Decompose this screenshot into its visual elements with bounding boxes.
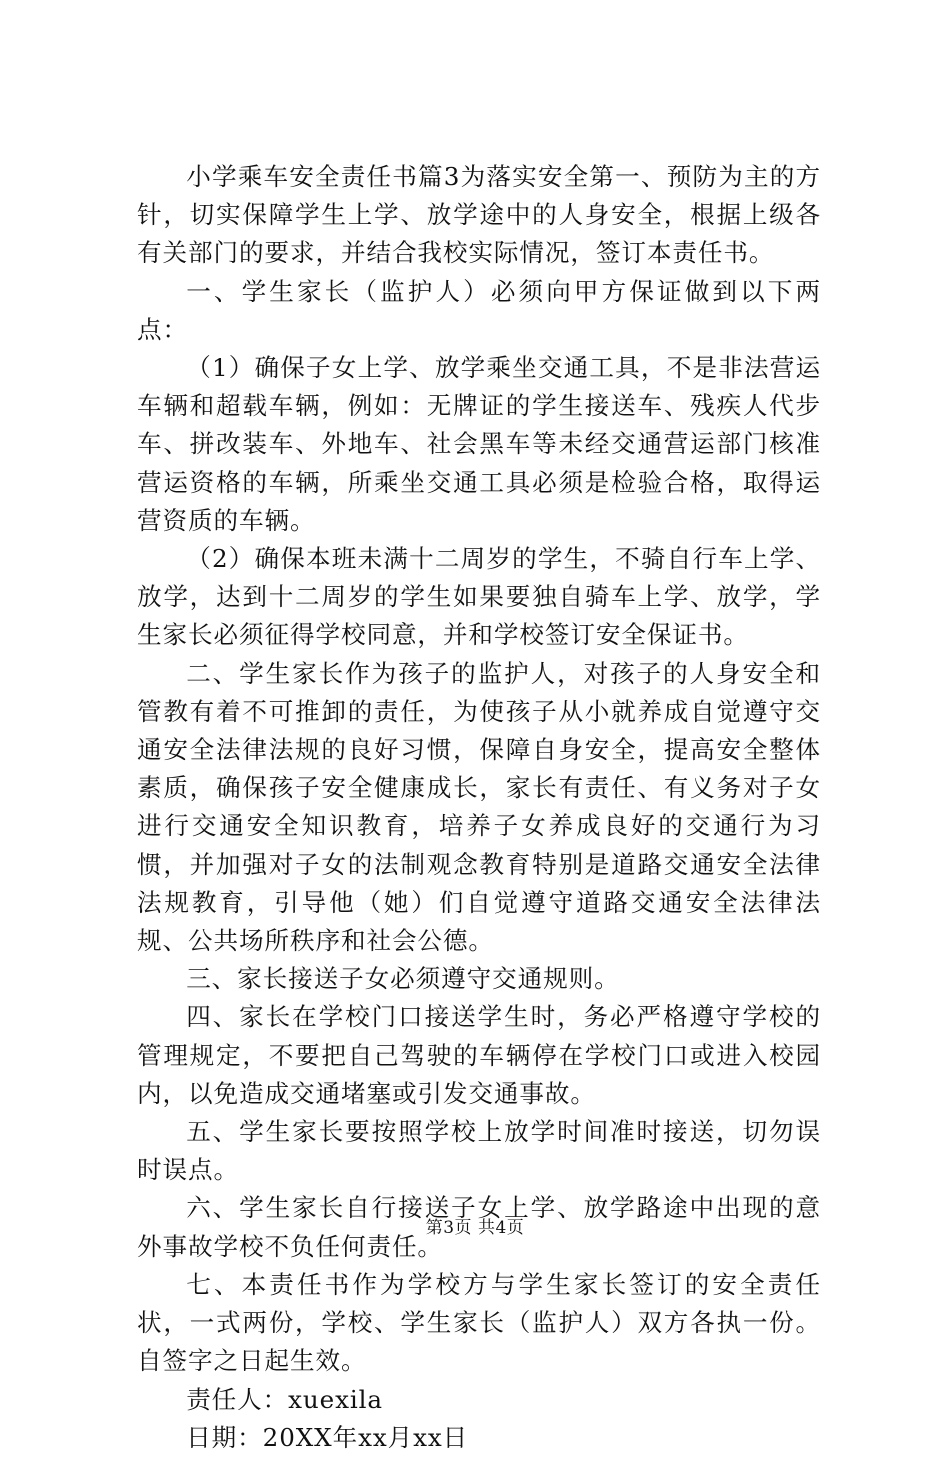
paragraph-section-6: 六、学生家长自行接送子女上学、放学路途中出现的意外事故学校不负任何责任。: [137, 1193, 821, 1261]
paragraph-section-5: 五、学生家长要按照学校上放学时间准时接送，切勿误时误点。: [137, 1117, 821, 1185]
document-body: [137, 158, 821, 1457]
signing-date: 日期：20XX年xx月xx日: [186, 1422, 469, 1452]
paragraph-section-2: 二、学生家长作为孩子的监护人，对孩子的人身安全和管教有着不可推卸的责任，为使孩子从小就养成自觉遵守交通安全法律法规的良好习惯，保障自身安全，提高安全整体素质，确保孩子安全健康成长，家长有责任、有义务对子女进行交通安全知识教育，培养子女养成良好的交通行为习惯，并加强对子女的法制观念教育特别是道路交通安全法律法规教育，引导他（她）们自觉遵守道路交通安全法律法规、公共场所秩序和社会公德。: [137, 658, 821, 956]
responsible-person: 责任人：xuexila: [186, 1384, 383, 1414]
paragraph-item-2: （2）确保本班未满十二周岁的学生，不骑自行车上学、放学，达到十二周岁的学生如果要独自骑车上学、放学，学生家长必须征得学校同意，并和学校签订安全保证书。: [137, 544, 821, 650]
paragraph-section-7: 七、本责任书作为学校方与学生家长签订的安全责任状，一式两份，学校、学生家长（监护人）双方各执一份。自签字之日起生效。: [137, 1269, 821, 1376]
paragraph-section-4: 四、家长在学校门口接送学生时，务必严格遵守学校的管理规定，不要把自己驾驶的车辆停在学校门口或进入校园内，以免造成交通堵塞或引发交通事故。: [137, 1002, 821, 1108]
page-number-footer: 第3页 共4页: [425, 1218, 525, 1238]
paragraph-intro: 小学乘车安全责任书篇3为落实安全第一、预防为主的方针，切实保障学生上学、放学途中的人身安全，根据上级各有关部门的要求，并结合我校实际情况，签订本责任书。: [137, 162, 821, 268]
paragraph-section-3: 三、家长接送子女必须遵守交通规则。: [186, 964, 620, 994]
paragraph-item-1: （1）确保子女上学、放学乘坐交通工具，不是非法营运车辆和超载车辆，例如：无牌证的学生接送车、残疾人代步车、拼改装车、外地车、社会黑车等未经交通营运部门核准营运资格的车辆，所乘坐交通工具必须是检验合格，取得运营资质的车辆。: [137, 353, 821, 535]
paragraph-section-1: 一、学生家长（监护人）必须向甲方保证做到以下两点：: [137, 276, 821, 344]
